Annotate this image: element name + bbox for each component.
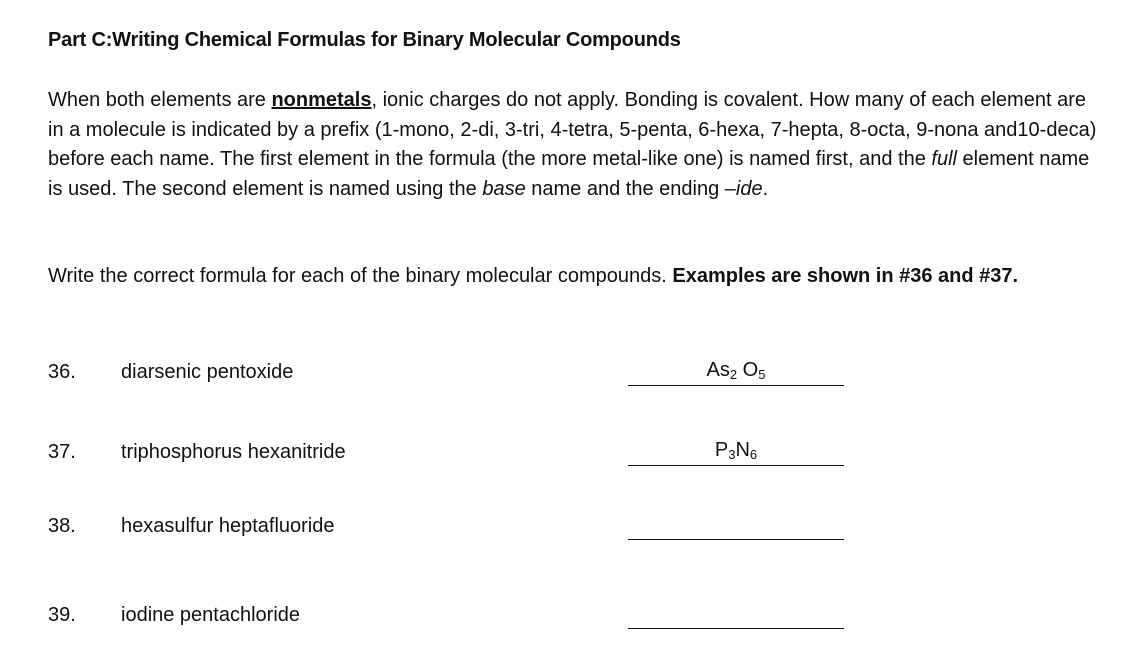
instructions-text: Write the correct formula for each of the binary molecular compounds. [48, 265, 673, 287]
intro-base-emphasis: base [482, 177, 526, 200]
answer-blank[interactable] [628, 441, 844, 466]
compound-name: triphosphorus hexanitride [121, 441, 346, 463]
question-number: 36. [48, 361, 76, 383]
compound-name: hexasulfur heptafluoride [121, 515, 335, 537]
intro-text-2: , ionic charges do not apply. Bonding is covalent. How many of each element are in a molecule is indicated by a prefix (1-mono, 2-di, 3-tri, 4-tetra, 5-penta, 6-hexa, 7-hepta, 8-octa, 9-nona and10-deca) before each name. The first element in the formula (the more metal-like one) is named first, and the [48, 89, 1097, 170]
compound-name: diarsenic pentoxide [121, 361, 294, 383]
question-number: 39. [48, 604, 76, 626]
instructions-paragraph [48, 262, 1098, 292]
intro-text-5: . [762, 177, 769, 200]
intro-ide-emphasis: ide [735, 177, 763, 200]
answer-blank[interactable] [628, 604, 844, 629]
question-row [48, 361, 1048, 391]
formula-answer: $P_3N_6$ [714, 439, 758, 462]
intro-text-1: When both elements are [48, 89, 272, 111]
intro-paragraph [48, 86, 1098, 204]
answer-blank[interactable] [628, 515, 844, 540]
formula-answer: $As_2$ $O_5$ [706, 359, 766, 382]
question-number: 37. [48, 441, 76, 463]
question-number: 38. [48, 515, 76, 537]
section-title: Part C:Writing Chemical Formulas for Binary Molecular Compounds [48, 29, 681, 51]
intro-text-3: element name is used. The second element is named using the [48, 148, 1090, 200]
intro-text-4: name and the ending – [525, 177, 736, 200]
intro-nonmetals-emphasis: nonmetals [271, 89, 372, 111]
intro-full-emphasis: full [931, 148, 957, 170]
instructions-bold-note: Examples are shown in #36 and #37. [672, 265, 1019, 287]
compound-name: iodine pentachloride [121, 604, 301, 626]
question-row [48, 604, 1048, 634]
answer-blank[interactable] [628, 361, 844, 386]
question-row [48, 515, 1048, 545]
question-row [48, 441, 1048, 471]
